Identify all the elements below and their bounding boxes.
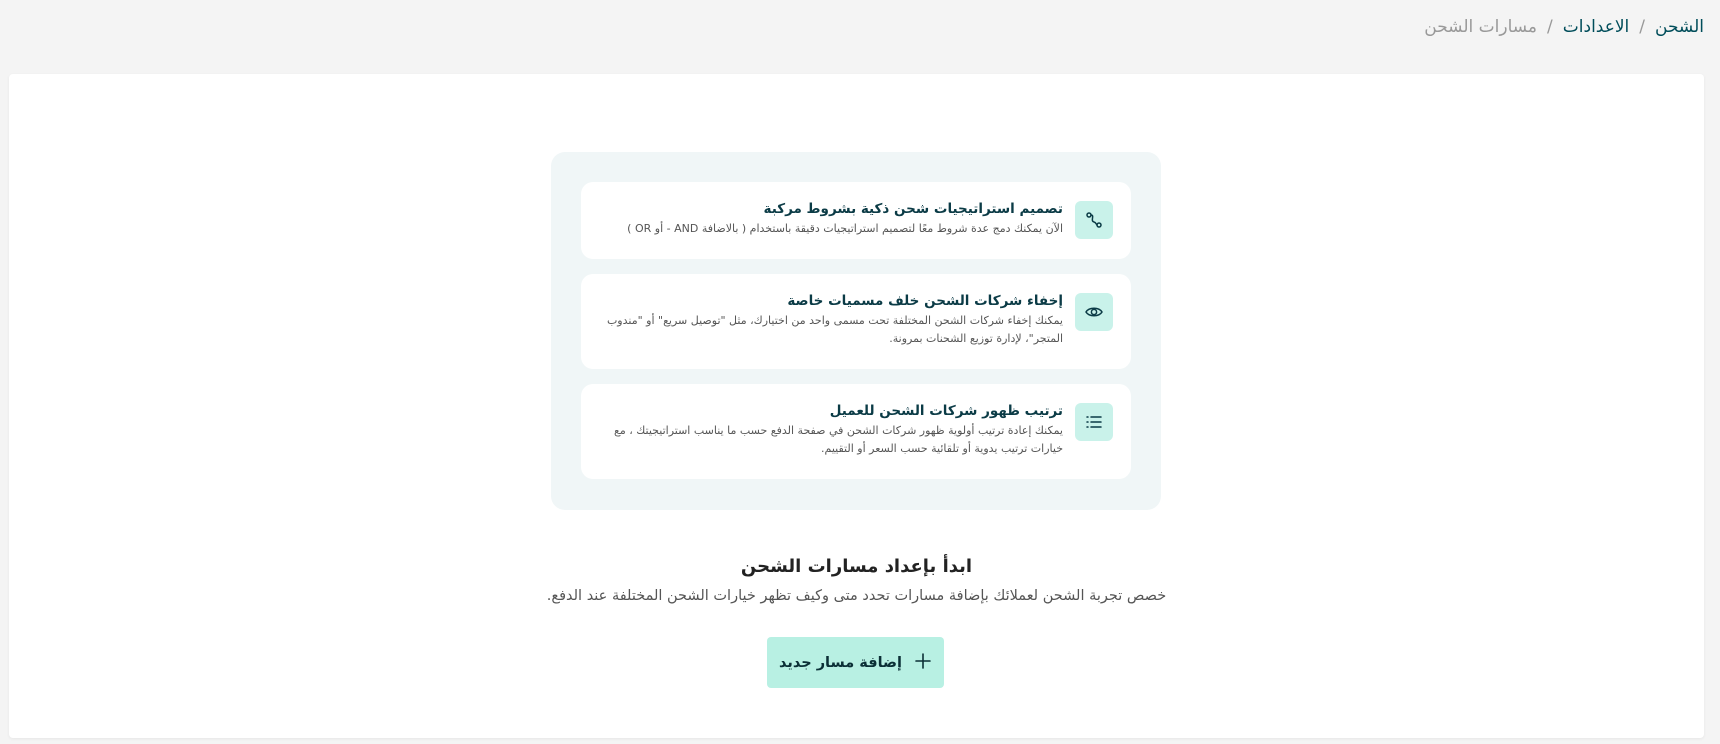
breadcrumb-current: مسارات الشحن — [1424, 17, 1538, 37]
feature-card — [581, 274, 1131, 369]
feature-title: إخفاء شركات الشحن خلف مسميات خاصة — [787, 293, 1063, 309]
empty-state-subtitle: خصص تجربة الشحن لعملائك بإضافة مسارات تحدد متى وكيف تظهر خيارات الشحن المختلفة عند الدفع. — [546, 588, 1167, 604]
breadcrumb — [16, 16, 1704, 38]
breadcrumb-shipping[interactable]: الشحن — [1655, 17, 1704, 37]
plus-icon — [914, 652, 932, 674]
breadcrumb-separator: / — [1547, 17, 1553, 37]
feature-card — [581, 384, 1131, 479]
feature-card — [581, 182, 1131, 259]
breadcrumb-separator: / — [1639, 17, 1646, 37]
list-icon — [1075, 403, 1113, 441]
empty-state-title: ابدأ بإعداد مسارات الشحن — [740, 556, 973, 577]
feature-description: الآن يمكنك دمج عدة شروط معًا لتصميم استراتيجيات دقيقة باستخدام ( بالاضافة AND - أو OR ) — [627, 222, 1063, 235]
feature-description: يمكنك إخفاء شركات الشحن المختلفة تحت مسمى واحد من اختيارك، مثل "توصيل سريع" أو "مندوب المتجر"، لإدارة توزيع الشحنات بمرونة. — [606, 314, 1063, 345]
route-icon — [1075, 201, 1113, 239]
feature-title: تصميم استراتيجيات شحن ذكية بشروط مركبة — [763, 201, 1063, 217]
eye-icon — [1075, 293, 1113, 331]
feature-title: ترتيب ظهور شركات الشحن للعميل — [829, 403, 1063, 419]
feature-description: يمكنك إعادة ترتيب أولوية ظهور شركات الشحن في صفحة الدفع حسب ما يناسب استراتيجيتك ، مع خيارات ترتيب يدوية أو تلقائية حسب السعر أو التقييم. — [613, 424, 1063, 455]
breadcrumb-settings[interactable]: الاعدادات — [1562, 17, 1630, 37]
features-panel — [551, 152, 1161, 510]
main-card — [9, 74, 1704, 738]
add-route-label: إضافة مسار جديد — [779, 654, 902, 671]
add-route-button[interactable] — [767, 637, 944, 688]
